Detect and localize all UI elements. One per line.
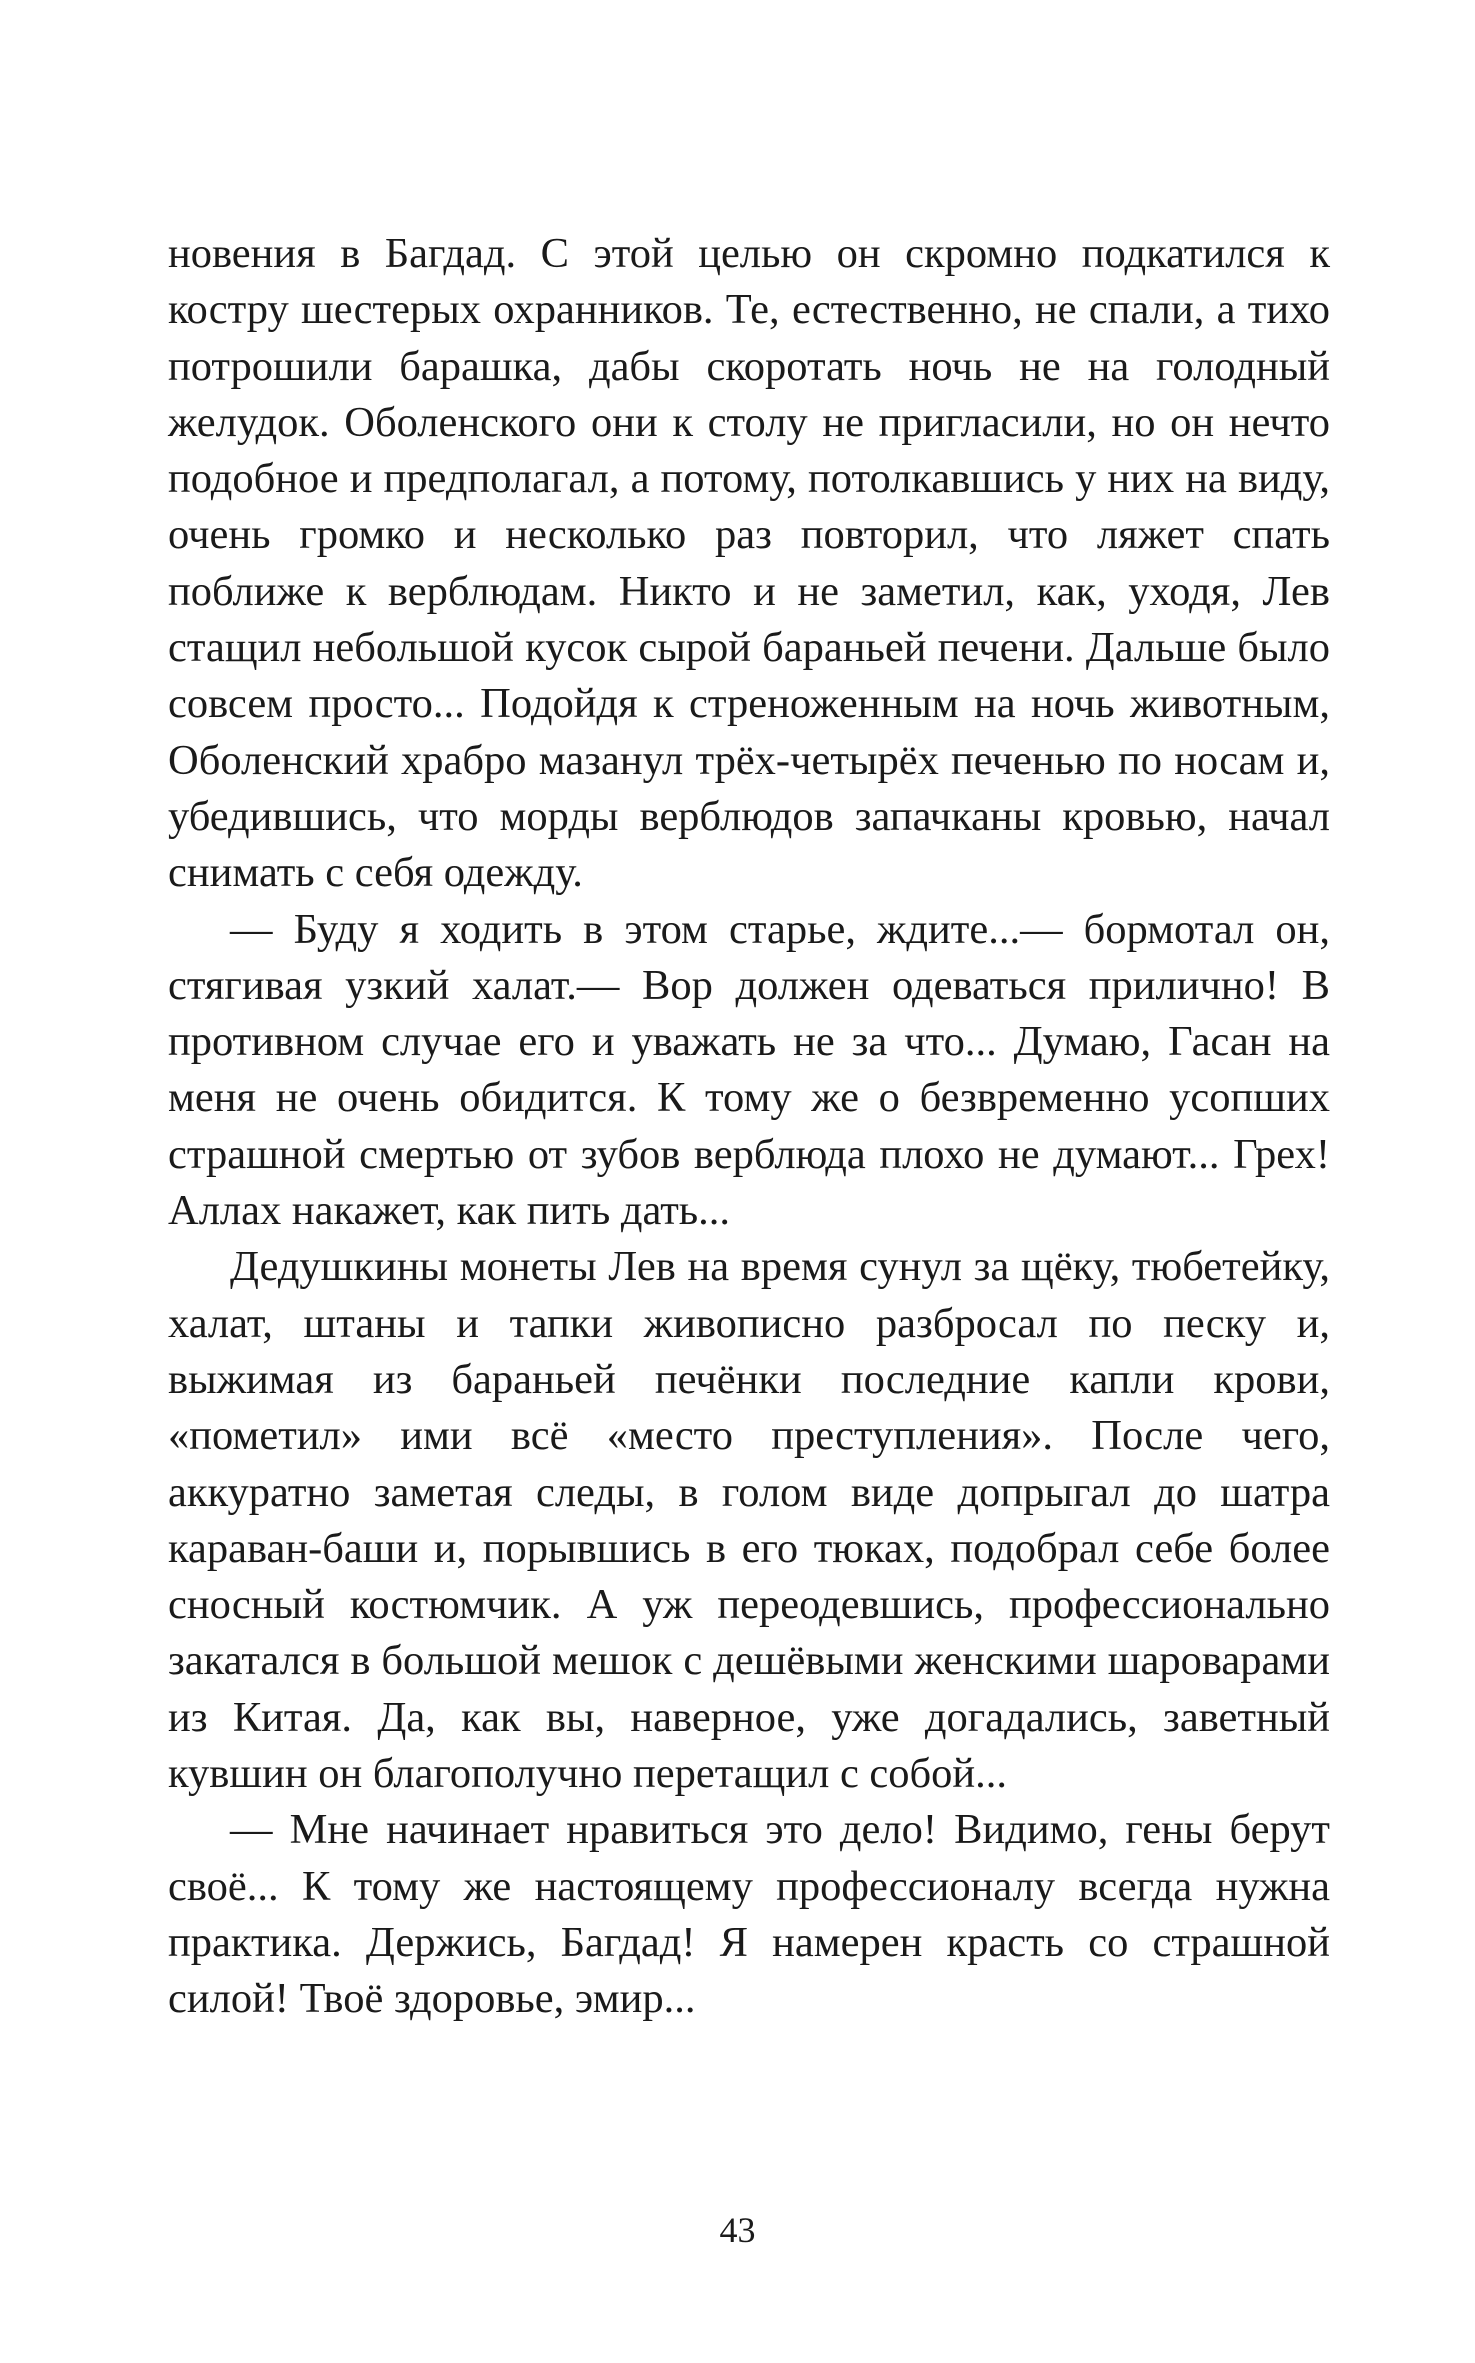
paragraph-4: — Мне начинает нравиться это дело! Видимо, гены берут своё... К тому же настоящему профессионалу всегда нужна практика. Держись, Багдад! Я намерен красть со страшной силой! Твоё здоровье, эмир...	[168, 1806, 1330, 2023]
paragraph-1: новения в Багдад. С этой целью он скромно подкатился к костру шестерых охранников. Те, естественно, не спали, а тихо потрошили барашка, дабы скоротать ночь не на голодный желудок. Оболенского они к столу не пригласили, но он нечто подобное и предполагал, а потому, потолкавшись у них на виду, очень громко и несколько раз повторил, что ляжет спать поближе к верблюдам. Никто и не заметил, как, уходя, Лев стащил небольшой кусок сырой бараньей печени. Дальше было совсем просто... Подойдя к стреноженным на ночь животным, Оболенский храбро мазанул трёх-четырёх печенью по носам и, убедившись, что морды верблюдов запачканы кровью, начал снимать с себя одежду.	[168, 230, 1330, 897]
paragraph-2: — Буду я ходить в этом старье, ждите...— бормотал он, стягивая узкий халат.— Вор должен одеваться прилично! В противном случае его и уважать не за что... Думаю, Гасан на меня не очень обидится. К тому же о безвременно усопших страшной смертью от зубов верблюда плохо не думают... Грех! Аллах накажет, как пить дать...	[168, 905, 1330, 1235]
paragraph-3: Дедушкины монеты Лев на время сунул за щёку, тюбетейку, халат, штаны и тапки живописно разбросал по песку и, выжимая из бараньей печёнки последние капли крови, «пометил» ими всё «место преступления». После чего, аккуратно заметая следы, в голом виде допрыгал до шатра караван-баши и, порывшись в его тюках, подобрал себе более сносный костюмчик. А уж переодевшись, профессионально закатался в большой мешок с дешёвыми женскими шароварами из Китая. Да, как вы, наверное, уже догадались, заветный кувшин он благополучно перетащил с собой...	[168, 1243, 1330, 1798]
page-number: 43	[719, 2210, 756, 2250]
book-page-text	[168, 226, 1330, 2028]
